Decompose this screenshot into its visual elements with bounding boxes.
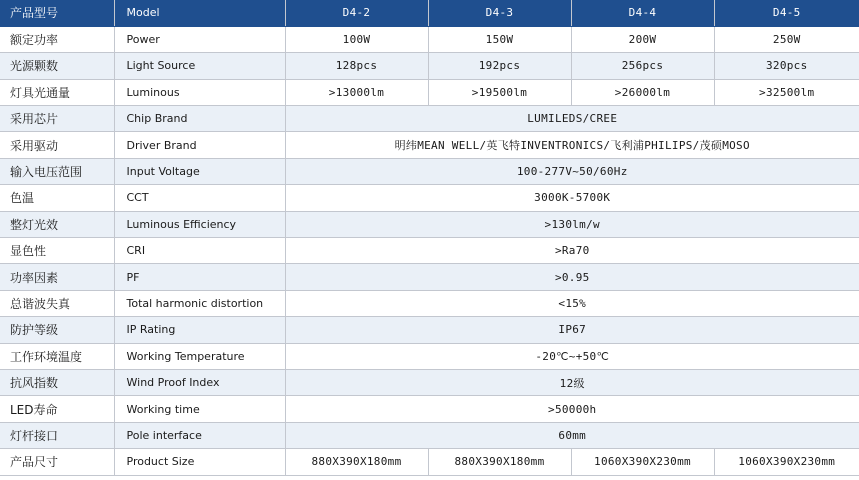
value-cell: 880X390X180mm	[428, 449, 571, 475]
row-label-en: PF	[114, 264, 285, 290]
table-row	[0, 343, 859, 369]
value-cell: >13000lm	[285, 79, 428, 105]
row-label-en: IP Rating	[114, 317, 285, 343]
value-cell-merged: >Ra70	[285, 238, 859, 264]
row-label-en: Product Size	[114, 449, 285, 475]
spec-body	[0, 26, 859, 475]
row-label-en: Input Voltage	[114, 158, 285, 184]
value-cell-merged: 12级	[285, 369, 859, 395]
value-cell-merged: 3000K-5700K	[285, 185, 859, 211]
table-row	[0, 79, 859, 105]
header-row	[0, 0, 859, 26]
row-label-en: Power	[114, 26, 285, 52]
value-cell: 320pcs	[714, 53, 859, 79]
table-row	[0, 211, 859, 237]
table-row	[0, 396, 859, 422]
header-model-d4-2: D4-2	[285, 0, 428, 26]
row-label-cn: 输入电压范围	[0, 158, 114, 184]
row-label-cn: 光源颗数	[0, 53, 114, 79]
row-label-cn: 灯具光通量	[0, 79, 114, 105]
value-cell: 1060X390X230mm	[714, 449, 859, 475]
table-row	[0, 26, 859, 52]
value-cell: 128pcs	[285, 53, 428, 79]
value-cell: 100W	[285, 26, 428, 52]
row-label-en: Luminous	[114, 79, 285, 105]
row-label-cn: 额定功率	[0, 26, 114, 52]
row-label-en: CRI	[114, 238, 285, 264]
header-model-d4-5: D4-5	[714, 0, 859, 26]
row-label-en: CCT	[114, 185, 285, 211]
row-label-en: Chip Brand	[114, 106, 285, 132]
row-label-cn: 色温	[0, 185, 114, 211]
row-label-en: Working Temperature	[114, 343, 285, 369]
row-label-cn: 工作环境温度	[0, 343, 114, 369]
table-row	[0, 369, 859, 395]
row-label-en: Light Source	[114, 53, 285, 79]
row-label-cn: 产品尺寸	[0, 449, 114, 475]
value-cell: 1060X390X230mm	[571, 449, 714, 475]
table-row	[0, 422, 859, 448]
header-cn-label: 产品型号	[0, 0, 114, 26]
value-cell: 192pcs	[428, 53, 571, 79]
table-row	[0, 449, 859, 475]
row-label-en: Total harmonic distortion	[114, 290, 285, 316]
table-row	[0, 53, 859, 79]
table-row	[0, 264, 859, 290]
row-label-cn: 采用芯片	[0, 106, 114, 132]
table-row	[0, 132, 859, 158]
value-cell-merged: 100-277V~50/60Hz	[285, 158, 859, 184]
value-cell: 256pcs	[571, 53, 714, 79]
table-row	[0, 158, 859, 184]
value-cell: >19500lm	[428, 79, 571, 105]
table-row	[0, 317, 859, 343]
row-label-en: Wind Proof Index	[114, 369, 285, 395]
row-label-cn: 抗风指数	[0, 369, 114, 395]
value-cell: 880X390X180mm	[285, 449, 428, 475]
value-cell: 150W	[428, 26, 571, 52]
row-label-cn: 总谐波失真	[0, 290, 114, 316]
row-label-en: Luminous Efficiency	[114, 211, 285, 237]
value-cell-merged: IP67	[285, 317, 859, 343]
value-cell-merged: >50000h	[285, 396, 859, 422]
value-cell-merged: -20℃~+50℃	[285, 343, 859, 369]
row-label-cn: 采用驱动	[0, 132, 114, 158]
header-model-d4-4: D4-4	[571, 0, 714, 26]
value-cell-merged: LUMILEDS/CREE	[285, 106, 859, 132]
table-row	[0, 290, 859, 316]
value-cell-merged: >0.95	[285, 264, 859, 290]
header-en-label: Model	[114, 0, 285, 26]
table-row	[0, 106, 859, 132]
value-cell-merged: >130lm/w	[285, 211, 859, 237]
row-label-cn: 显色性	[0, 238, 114, 264]
row-label-en: Driver Brand	[114, 132, 285, 158]
row-label-cn: LED寿命	[0, 396, 114, 422]
value-cell: 200W	[571, 26, 714, 52]
value-cell-merged: 60mm	[285, 422, 859, 448]
row-label-cn: 功率因素	[0, 264, 114, 290]
value-cell: >32500lm	[714, 79, 859, 105]
row-label-en: Working time	[114, 396, 285, 422]
value-cell-merged: <15%	[285, 290, 859, 316]
row-label-cn: 灯杆接口	[0, 422, 114, 448]
header-model-d4-3: D4-3	[428, 0, 571, 26]
value-cell: 250W	[714, 26, 859, 52]
table-row	[0, 185, 859, 211]
row-label-en: Pole interface	[114, 422, 285, 448]
row-label-cn: 防护等级	[0, 317, 114, 343]
table-row	[0, 238, 859, 264]
value-cell-merged: 明纬MEAN WELL/英飞特INVENTRONICS/飞利浦PHILIPS/茂硕MOSO	[285, 132, 859, 158]
value-cell: >26000lm	[571, 79, 714, 105]
row-label-cn: 整灯光效	[0, 211, 114, 237]
